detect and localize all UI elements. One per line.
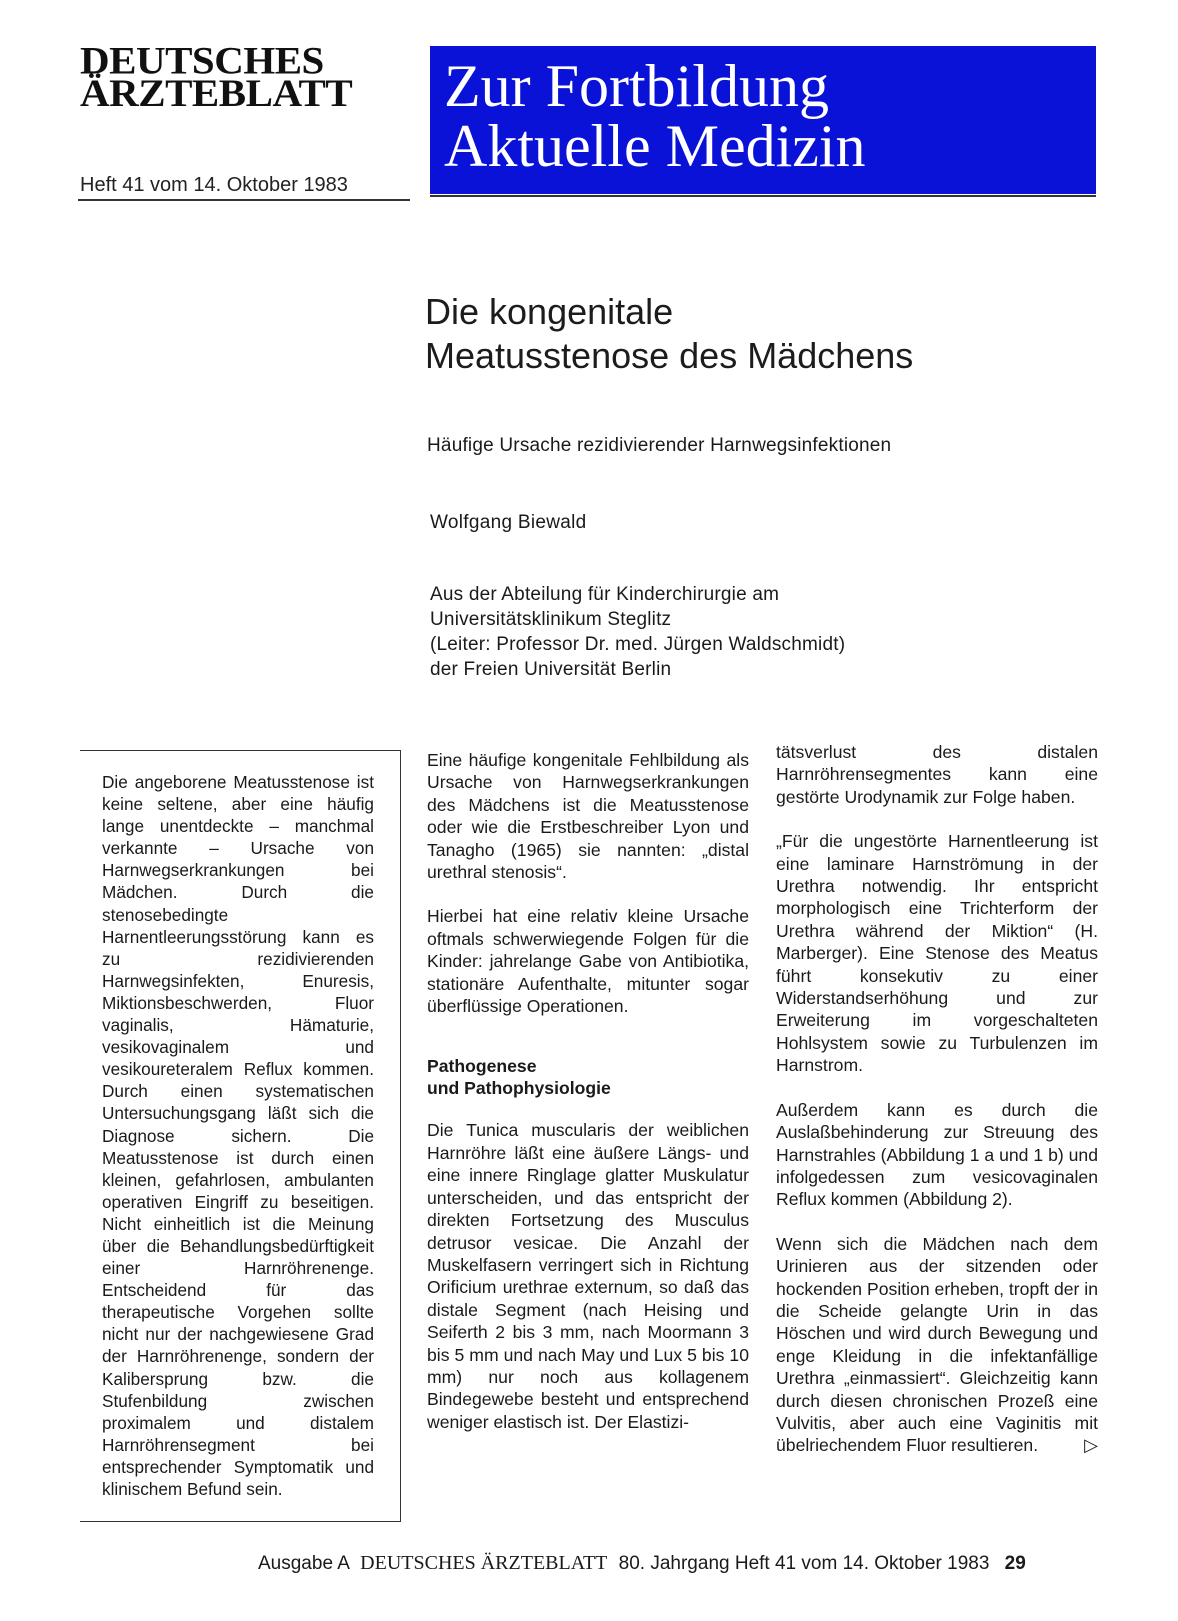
affiliation-line: (Leiter: Professor Dr. med. Jürgen Waldschmidt) [430, 634, 846, 655]
article-subtitle: Häufige Ursache rezidivierender Harnwegsinfektionen [427, 435, 892, 456]
section-heading-line-2: und Pathophysiologie [427, 1078, 611, 1099]
article-title [425, 290, 913, 378]
section-heading [427, 1055, 749, 1099]
body-paragraph: Die Tunica muscularis der weiblichen Harnröhre läßt eine äußere Längs- und eine innere Ringlage glatter Muskulatur unterscheiden, und das entspricht der direkten Fortsetzung des Musculus detrusor vesicae. Die Anzahl der Muskelfasern verringert sich in Richtung Orificium urethrae externum, so daß das distale Segment (nach Heising und Seiferth 2 bis 3 mm, nach Moormann 3 bis 5 mm und nach May und Lux 5 bis 10 mm) nur noch aus kollagenem Bindegewebe besteht und entsprechend weniger elastisch ist. Der Elastizi- [427, 1120, 749, 1432]
section-banner [430, 46, 1096, 194]
body-paragraph-text: Wenn sich die Mädchen nach dem Urinieren aus der sitzenden oder hockenden Position erheben, tropft der in die Scheide gelangte Urin in das Höschen und wird durch Bewegung und enge Kleidung in die infektanfällige Urethra „einmassiert“. Gleichzeitig kann durch diesen chronischen Prozeß eine Vulvitis, aber auch eine Vaginitis mit übelriechendem Fluor resultieren. [776, 1233, 1098, 1456]
footer-edition: Ausgabe A [258, 1553, 349, 1574]
section-title-line-1: Zur Fortbildung [444, 53, 829, 119]
issue-line: Heft 41 vom 14. Oktober 1983 [80, 174, 348, 196]
page-number: 29 [1004, 1553, 1026, 1574]
footer-masthead: DEUTSCHES ÄRZTEBLATT [360, 1552, 608, 1574]
article-author: Wolfgang Biewald [430, 512, 587, 533]
body-column-2 [427, 749, 749, 1455]
body-paragraph: Eine häufige kongenitale Fehlbildung als Ursache von Harnwegserkrankungen des Mädchens ist die Meatusstenose oder wie die Erstbeschreiber Lyon und Tanagho (1965) sie nannten: „distal urethral stenosis“. [427, 750, 749, 883]
section-heading-line-1: Pathogenese [427, 1056, 537, 1077]
body-paragraph: „Für die ungestörte Harnentleerung ist eine laminare Harnströmung in der Urethra notwendig. Ihr entspricht morphologisch eine Trichterform der Urethra während der Miktion“ (H. Marberger). Eine Stenose des Meatus führt konsekutiv zu einer Widerstandserhöhung und zur Erweiterung im vorgeschalteten Hohlsystem sowie zu Turbulenzen im Harnstrom. [776, 831, 1098, 1076]
masthead [80, 38, 410, 115]
header-rule [78, 199, 410, 201]
affiliation-line: der Freien Universität Berlin [430, 659, 672, 680]
affiliation-line: Universitätsklinikum Steglitz [430, 609, 672, 630]
title-line-2: Meatusstenose des Mädchens [425, 335, 914, 376]
banner-rule [430, 195, 1096, 197]
section-title-line-2: Aktuelle Medizin [444, 113, 866, 179]
body-paragraph: tätsverlust des distalen Harnröhrensegmentes kann eine gestörte Urodynamik zur Folge haben. [776, 742, 1098, 807]
abstract-box [80, 750, 401, 1522]
abstract-text: Die angeborene Meatusstenose ist keine seltene, aber eine häufig lange unentdeckte – manchmal verkannte – Ursache von Harnwegserkrankungen bei Mädchen. Durch die stenosebedingte Harnentleerungsstörung kann es zu rezidivierenden Harnwegsinfekten, Enuresis, Miktionsbeschwerden, Fluor vaginalis, Hämaturie, vesikovaginalem und vesikoureteralem Reflux kommen. Durch einen systematischen Untersuchungsgang läßt sich die Diagnose sichern. Die Meatusstenose ist durch einen kleinen, gefahrlosen, ambulanten operativen Eingriff zu beseitigen. Nicht einheitlich ist die Meinung über die Behandlungsbedürftigkeit einer Harnröhrenenge. Entscheidend für das therapeutische Vorgehen sollte nicht nur der nachgewiesene Grad der Harnröhrenenge, sondern der Kalibersprung bzw. die Stufenbildung zwischen proximalem und distalem Harnröhrensegment bei entsprechender Symptomatik und klinischem Befund sein. [102, 772, 374, 1499]
masthead-line-2: ÄRZTEBLATT [80, 70, 353, 115]
masthead-line-1: DEUTSCHES [80, 38, 324, 82]
title-line-1: Die kongenitale [425, 291, 674, 332]
continue-arrow-icon: ▷ [1084, 1435, 1098, 1456]
page-footer [258, 1552, 1026, 1575]
author-affiliation [430, 582, 845, 682]
body-column-3 [776, 741, 1098, 1479]
affiliation-line: Aus der Abteilung für Kinderchirurgie am [430, 584, 780, 605]
body-paragraph: Außerdem kann es durch die Auslaßbehinderung zur Streuung des Harnstrahles (Abbildung 1 a und 1 b) und infolgedessen zum vesicovaginalen Reflux kommen (Abbildung 2). [776, 1099, 1098, 1210]
body-paragraph [776, 1233, 1098, 1457]
body-paragraph: Hierbei hat eine relativ kleine Ursache oftmals schwerwiegende Folgen für die Kinder: jahrelange Gabe von Antibiotika, stationäre Aufenthalte, mitunter sogar überflüssige Operationen. [427, 906, 749, 1017]
footer-volume: 80. Jahrgang Heft 41 vom 14. Oktober 1983 [618, 1553, 990, 1574]
